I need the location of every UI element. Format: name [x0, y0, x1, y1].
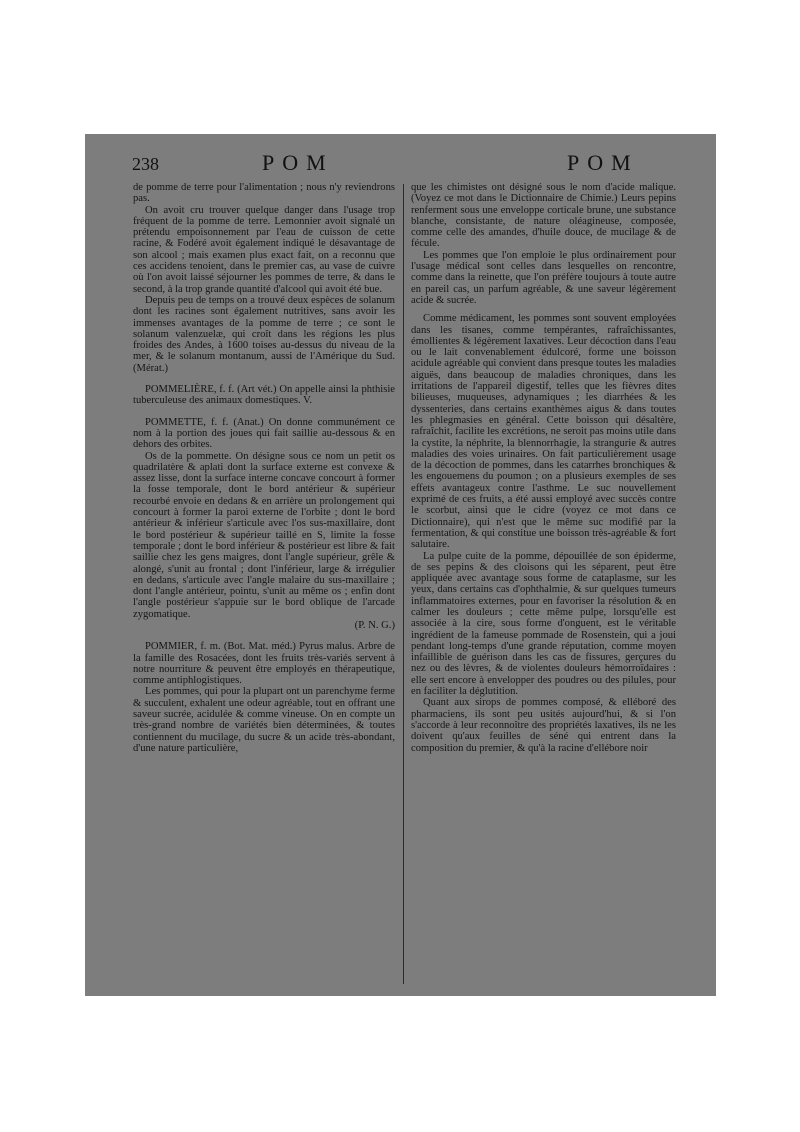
- running-head-left: POM: [262, 150, 334, 175]
- entry-pommeliere: POMMELIÈRE, f. f. (Art vét.) On appelle ainsi la phthisie tuberculeuse des animaux domestiques. V.: [133, 384, 395, 407]
- paragraph: Comme médicament, les pommes sont souvent employées dans les tisanes, comme tempérantes, rafraîchissantes, émollientes & légèrement laxatives. Leur décoction dans l'eau ou le lait convenablement édulcoré, forme une boisson acidule agréable qui convient dans presque toutes les maladies aiguës, dans beaucoup de maladies chroniques, dans les irritations de l'appareil digestif, telles que les fièvres dites bilieuses, muqueuses, adynamiques ; les diarrhées & les dyssenteries, dans certains exanthèmes aigus & dans toutes les phlegmasies en général. Cette boisson qui désaltère, rafraîchit, facilite les excrétions, ne seroit pas moins utile dans la cystite, la néphrite, la blennorrhagie, la strangurie & autres maladies des voies urinaires. On fait particulièrement usage de la décoction de pommes, dans les catarrhes bronchiques & les engouemens du poumon ; on a plusieurs exemples de ses effets avantageux contre l'asthme. Le suc nouvellement exprimé de ces fruits, a été aussi employé avec succès contre le scorbut, ainsi que le cidre (voyez ce mot dans ce Dictionnaire), qui n'est que le même suc modifié par la fermentation, & qui constitue une boisson très-agréable & fort salutaire.: [411, 313, 676, 551]
- left-column: [133, 182, 395, 754]
- paragraph: de pomme de terre pour l'alimentation ; nous n'y reviendrons pas.: [133, 182, 395, 205]
- paragraph: La pulpe cuite de la pomme, dépouillée de son épiderme, de ses pepins & des cloisons qui les séparent, peut être appliquée avec avantage sous forme de cataplasme, sur les yeux, dans certains cas d'ophthalmie, & sur quelques tumeurs inflammatoires externes, pour en favoriser la résolution & en calmer les douleurs ; cette même pulpe, lorsqu'elle est associée à la cire, sous forme d'onguent, est le véritable ingrédient de la fameuse pommade de Rosenstein, qui a joui pendant long-temps d'une grande réputation, comme moyen infaillible de guérison dans les cas de fissures, gerçures du nez ou des lèvres, & de violentes douleurs hémorroïdaires : elle sert encore à envelopper des poudres ou des pilules, pour en faciliter la déglutition.: [411, 550, 676, 698]
- column-divider: [403, 184, 404, 984]
- paragraph: Quant aux sirops de pommes composé, & elléboré des pharmaciens, ils sont peu usités aujourd'hui, & si l'on s'accorde à leur reconnoître des propriétés laxatives, ils ne les doivent qu'aux feuilles de séné qui entrent dans la composition du premier, & qu'à la racine d'ellébore noir: [411, 697, 676, 754]
- paragraph: Os de la pommette. On désigne sous ce nom un petit os quadrilatère & aplati dont la surface externe est convexe & assez lisse, dont la surface interne concave concourt à former la fosse temporale, dont le bord antérieur & supérieur recourbé envoie en dedans & en arrière un prolongement qui concourt à former la paroi externe de l'orbite ; dont le bord antérieur & inférieur s'articule avec l'os sus-maxillaire, dont le bord postérieur & supérieur taillé en S, limite la fosse temporale ; dont le bord inférieur & postérieur est libre & fait saillie chez les gens maigres, dont l'angle supérieur, grêle & alongé, s'unit au frontal ; dont l'inférieur, large & irrégulier en dedans, s'articule avec l'angle malaire du sus-maxillaire ; dont l'angle antérieur, pointu, s'unit au même os ; enfin dont l'angle postérieur s'appuie sur le bord oblique de l'arcade zygomatique.: [133, 450, 395, 620]
- entry-pommier: POMMIER, f. m. (Bot. Mat. méd.) Pyrus malus. Arbre de la famille des Rosacées, dont les fruits très-variés servent à notre nourriture & peuvent être employés en thérapeutique, comme antiphlogistiques.: [133, 641, 395, 687]
- page-number: 238: [132, 154, 159, 174]
- right-column: [411, 182, 676, 754]
- paragraph: Depuis peu de temps on a trouvé deux espèces de solanum dont les racines sont également nutritives, sans avoir les immenses avantages de la pomme de terre ; ce sont le solanum valenzuelæ, qui croît dans les régions les plus froides des Andes, à 1600 toises au-dessus du niveau de la mer, & le solanum montanum, aussi de l'Amérique du Sud. (Mérat.): [133, 294, 395, 374]
- running-head-right: POM: [567, 150, 639, 175]
- author-signature: (P. N. G.): [354, 619, 395, 631]
- paragraph: Les pommes, qui pour la plupart ont un parenchyme ferme & succulent, exhalent une odeur agréable, tout en offrant une saveur sucrée, acidulée & comme vineuse. On en compte un très-grand nombre de variétés bien déterminées, & toutes contiennent du mucilage, du sucre & un acide très-abondant, d'une nature particulière,: [133, 686, 395, 754]
- paragraph: On avoit cru trouver quelque danger dans l'usage trop fréquent de la pomme de terre. Lemonnier avoit signalé un prétendu empoisonnement par l'eau de cuisson de cette racine, & Fodéré avoit également indiqué le désavantage de son alcool ; mais examen plus exact fait, on a reconnu que ces accidens tenoient, dans le premier cas, au vase de cuivre où l'on avoit laissé séjourner les pommes de terre, & dans le second, à la trop grande quantité d'alcool qui avoit été bue.: [133, 204, 395, 295]
- paragraph: Les pommes que l'on emploie le plus ordinairement pour l'usage médical sont celles dans lesquelles on rencontre, comme dans la reinette, que l'on préfère toujours à toute autre en pareil cas, un parfum agréable, & une saveur légèrement acide & sucrée.: [411, 249, 676, 306]
- page-header: [132, 150, 672, 180]
- scanned-page: [85, 134, 716, 996]
- paragraph: que les chimistes ont désigné sous le nom d'acide malique. (Voyez ce mot dans le Dictionnaire de Chimie.) Leurs pepins renferment sous une enveloppe corticale brune, une substance blanche, consistante, de nature oléagineuse, composée, comme celle des amandes, d'huile douce, de mucilage & de fécule.: [411, 182, 676, 250]
- entry-pommette: POMMETTE, f. f. (Anat.) On donne communément ce nom à la portion des joues qui fait saillie au-dessous & en dehors des orbites.: [133, 416, 395, 451]
